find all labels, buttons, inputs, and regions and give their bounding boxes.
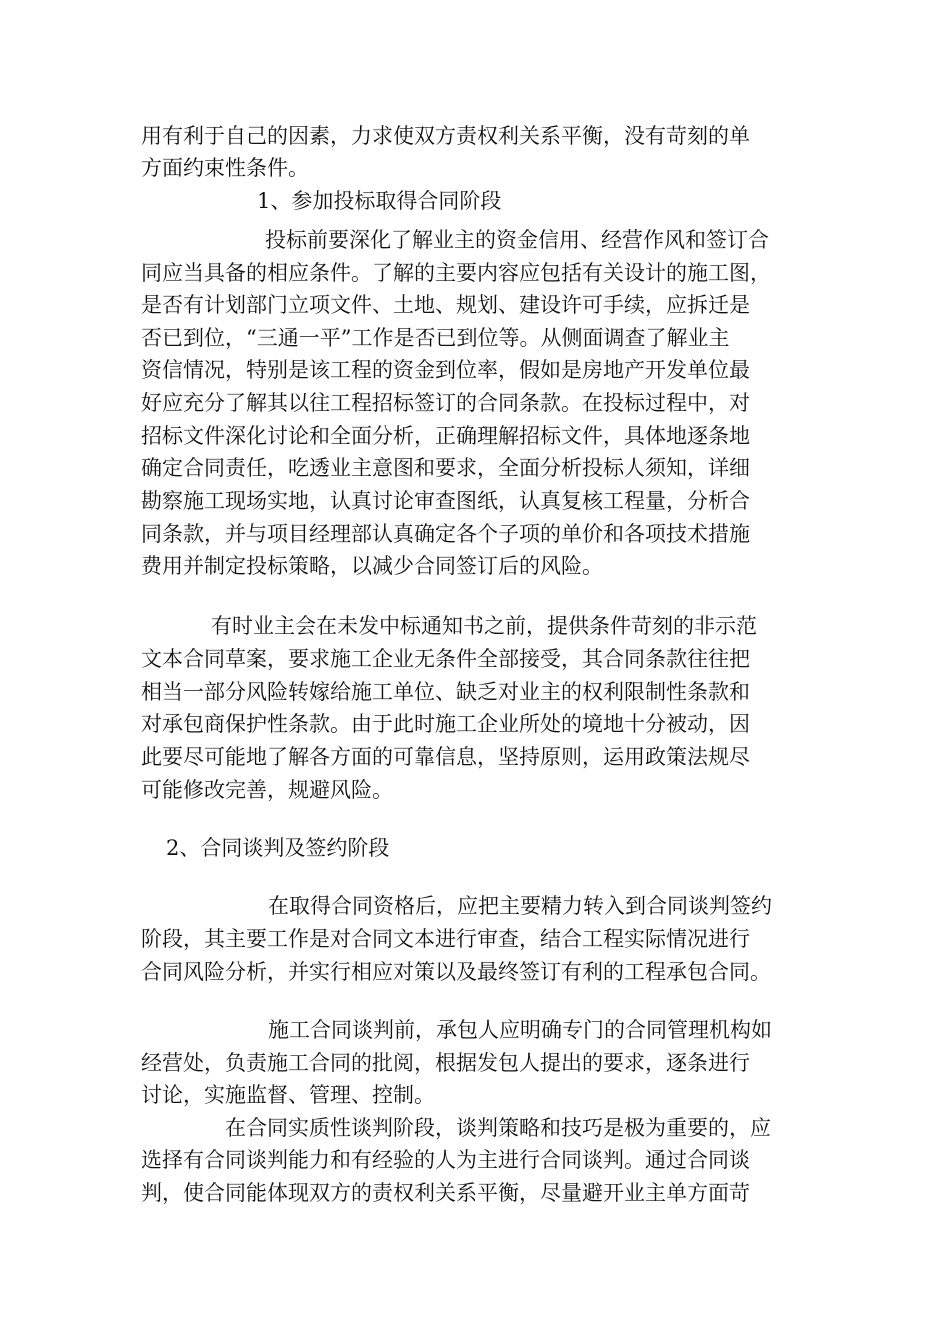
text-line: 确定合同责任，吃透业主意图和要求，全面分析投标人须知，详细 (141, 456, 750, 480)
text-line: 招标文件深化讨论和全面分析，正确理解招标文件，具体地逐条地 (141, 424, 750, 448)
text-line: 施工合同谈判前，承包人应明确专门的合同管理机构如 (268, 1018, 772, 1042)
text-line: 此要尽可能地了解各方面的可靠信息，坚持原则，运用政策法规尽 (141, 745, 750, 769)
text-line: 好应充分了解其以往工程招标签订的合同条款。在投标过程中，对 (141, 391, 750, 415)
text-line: 资信情况，特别是该工程的资金到位率，假如是房地产开发单位最 (141, 358, 750, 382)
text-line: 文本合同草案，要求施工企业无条件全部接受，其合同条款往往把 (141, 647, 750, 671)
text-line: 经营处，负责施工合同的批阅，根据发包人提出的要求，逐条进行 (141, 1051, 750, 1075)
text-line: 是否有计划部门立项文件、土地、规划、建设许可手续，应拆迁是 (141, 293, 750, 317)
text-line: 同条款，并与项目经理部认真确定各个子项的单价和各项技术措施 (141, 522, 750, 546)
text-line: 勘察施工现场实地，认真讨论审查图纸，认真复核工程量，分析合 (141, 489, 750, 513)
text-line: 费用并制定投标策略，以减少合同签订后的风险。 (141, 554, 603, 578)
text-line: 合同风险分析，并实行相应对策以及最终签订有利的工程承包合同。 (141, 960, 771, 984)
text-line: 方面约束性条件。 (141, 156, 309, 180)
text-line: 用有利于自己的因素，力求使双方责权利关系平衡，没有苛刻的单 (141, 124, 750, 148)
text-line: 讨论，实施监督、管理、控制。 (141, 1083, 435, 1107)
text-line: 相当一部分风险转嫁给施工单位、缺乏对业主的权利限制性条款和 (141, 680, 750, 704)
text-line: 可能修改完善，规避风险。 (141, 778, 393, 802)
text-line: 同应当具备的相应条件。了解的主要内容应包括有关设计的施工图， (141, 261, 771, 285)
text-line: 阶段，其主要工作是对合同文本进行审查，结合工程实际情况进行 (141, 927, 750, 951)
text-line: 在取得合同资格后，应把主要精力转入到合同谈判签约 (268, 894, 772, 918)
text-line: 判，使合同能体现双方的责权利关系平衡，尽量避开业主单方面苛 (141, 1181, 750, 1205)
text-line: 在合同实质性谈判阶段，谈判策略和技巧是极为重要的，应 (225, 1116, 771, 1140)
text-line: 否已到位，“三通一平”工作是否已到位等。从侧面调查了解业主 (141, 326, 730, 350)
text-line: 选择有合同谈判能力和有经验的人为主进行合同谈判。通过合同谈 (141, 1148, 750, 1172)
text-line: 对承包商保护性条款。由于此时施工企业所处的境地十分被动，因 (141, 712, 750, 736)
text-line: 有时业主会在未发中标通知书之前，提供条件苛刻的非示范 (211, 614, 757, 638)
section-heading: 1、参加投标取得合同阶段 (257, 189, 502, 213)
section-heading: 2、合同谈判及签约阶段 (166, 836, 390, 860)
text-line: 投标前要深化了解业主的资金信用、经营作风和签订合 (265, 228, 769, 252)
